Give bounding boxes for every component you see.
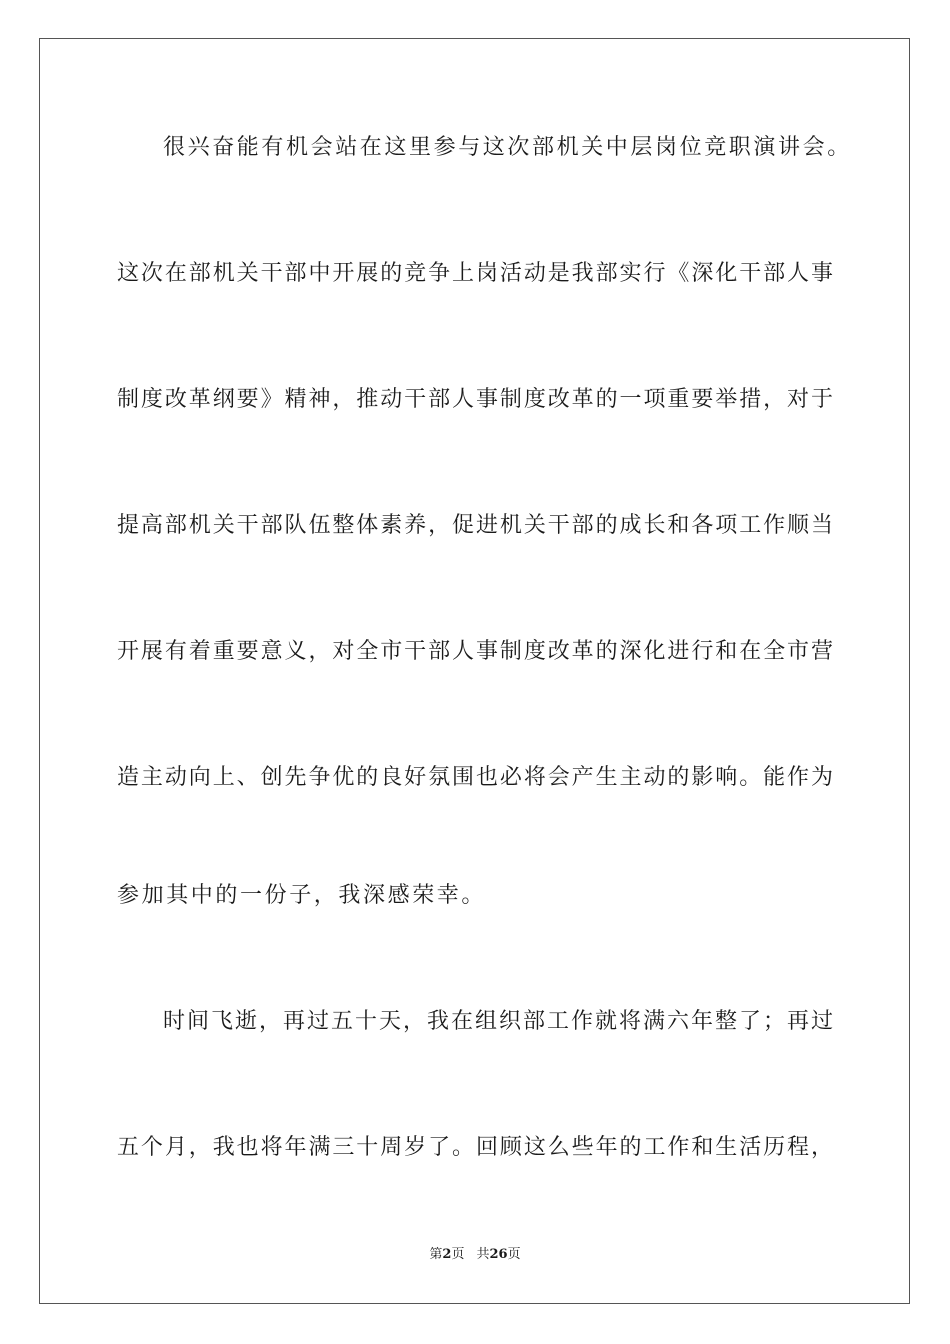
paragraph-1-line-5: 开展有着重要意义，对全市干部人事制度改革的深化进行和在全市营 [117, 639, 833, 664]
paragraph-1-line-7: 参加其中的一份子，我深感荣幸。 [117, 883, 487, 908]
total-prefix: 共 [476, 1247, 490, 1262]
paragraph-1-line-6: 造主动向上、创先争优的良好氛围也必将会产生主动的影响。能作为 [117, 765, 833, 790]
page-border [39, 38, 910, 1304]
paragraph-1-line-2: 这次在部机关干部中开展的竞争上岗活动是我部实行《深化干部人事 [117, 261, 833, 286]
paragraph-1-line-3: 制度改革纲要》精神，推动干部人事制度改革的一项重要举措，对于 [117, 387, 833, 412]
page-suffix: 页 [451, 1247, 465, 1262]
page-number: 2 [442, 1247, 452, 1262]
total-suffix: 页 [507, 1247, 521, 1262]
paragraph-1-line-4: 提高部机关干部队伍整体素养，促进机关干部的成长和各项工作顺当 [117, 513, 833, 538]
page-footer [0, 1246, 950, 1264]
paragraph-2-line-2: 五个月，我也将年满三十周岁了。回顾这么些年的工作和生活历程， [117, 1135, 833, 1160]
total-pages: 26 [489, 1247, 508, 1262]
paragraph-1-line-1: 很兴奋能有机会站在这里参与这次部机关中层岗位竞职演讲会。 [163, 135, 852, 160]
page-prefix: 第 [429, 1247, 443, 1262]
paragraph-2-line-1: 时间飞逝，再过五十天，我在组织部工作就将满六年整了；再过 [163, 1009, 833, 1034]
